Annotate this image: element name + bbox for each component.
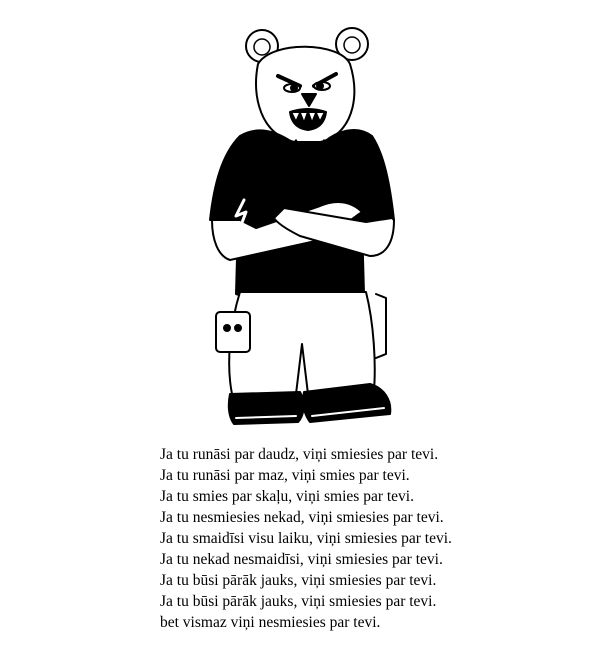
poem-line: Ja tu būsi pārāk jauks, viņi smiesies par tevi.	[160, 593, 437, 610]
poem-line: Ja tu nekad nesmaidīsi, viņi smiesies par tevi.	[160, 551, 443, 568]
poem-line: Ja tu būsi pārāk jauks, viņi smiesies par tevi.	[160, 572, 437, 589]
poem	[160, 444, 452, 633]
poem-line: bet vismaz viņi nesmiesies par tevi.	[160, 614, 381, 631]
poem-line: Ja tu runāsi par maz, viņi smies par tevi.	[160, 467, 410, 484]
poem-line: Ja tu smaidīsi visu laiku, viņi smiesies par tevi.	[160, 530, 452, 547]
bear-shoe-left	[229, 392, 304, 424]
cargo-pocket	[216, 312, 250, 352]
poem-line: Ja tu smies par skaļu, viņi smies par tevi.	[160, 488, 414, 505]
poem-line: Ja tu runāsi par daudz, viņi smiesies par tevi.	[160, 446, 439, 463]
angry-bear-arms-crossed-icon	[200, 24, 400, 430]
poem-line: Ja tu nesmiesies nekad, viņi smiesies par tevi.	[160, 509, 444, 526]
cargo-shorts	[229, 292, 375, 394]
